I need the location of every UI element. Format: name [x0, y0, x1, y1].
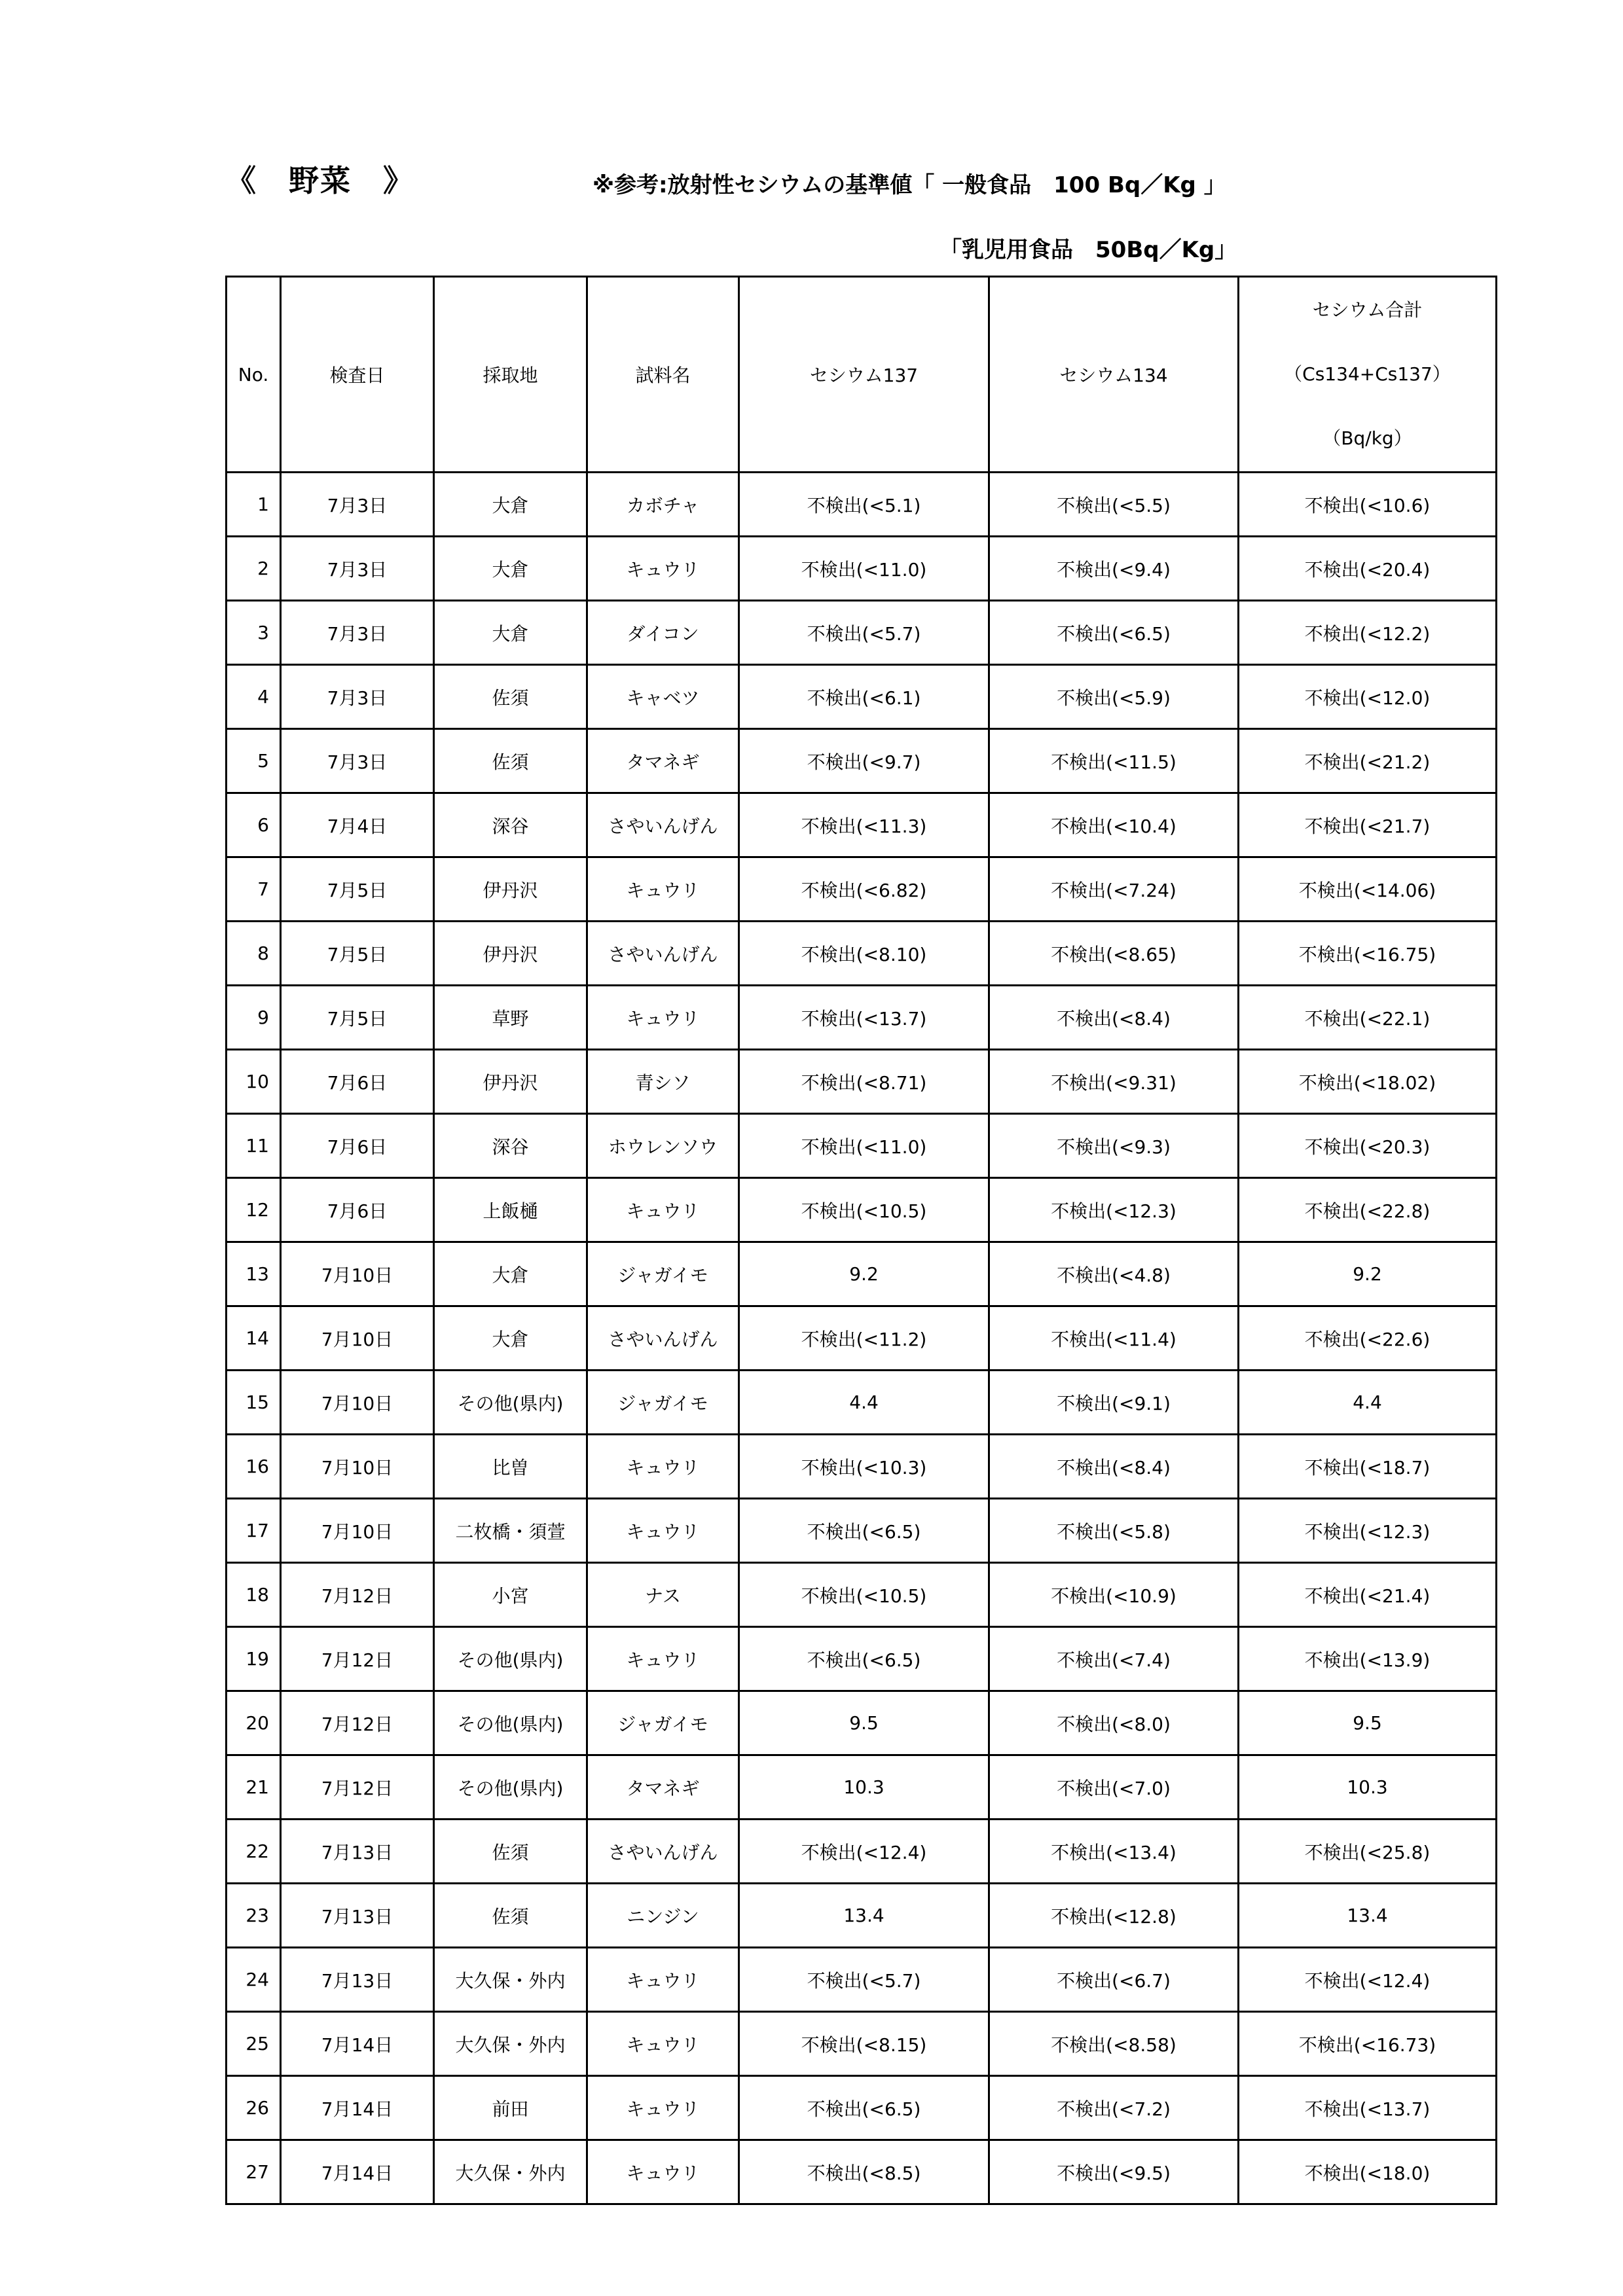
cell-sample: キュウリ [587, 2076, 739, 2140]
cell-no: 19 [227, 1627, 281, 1691]
cell-total: 不検出(<16.73) [1239, 2012, 1497, 2076]
cell-location: 伊丹沢 [434, 922, 587, 986]
results-table [225, 276, 1497, 2205]
cell-date: 7月6日 [281, 1178, 434, 1242]
cell-total: 不検出(<22.6) [1239, 1306, 1497, 1371]
table-row [227, 729, 1497, 793]
cell-cs134: 不検出(<9.4) [989, 537, 1239, 601]
cell-cs134: 不検出(<12.3) [989, 1178, 1239, 1242]
header-sample: 試料名 [587, 277, 739, 473]
cell-location: 佐須 [434, 729, 587, 793]
cell-total: 不検出(<21.2) [1239, 729, 1497, 793]
header-total-formula: （Cs134+Cs137） [1284, 363, 1451, 385]
cell-date: 7月10日 [281, 1242, 434, 1306]
cell-cs134: 不検出(<8.58) [989, 2012, 1239, 2076]
cell-sample: ニンジン [587, 1884, 739, 1948]
cell-cs137: 13.4 [739, 1884, 989, 1948]
cell-cs137: 9.5 [739, 1691, 989, 1755]
cell-date: 7月3日 [281, 601, 434, 665]
header-total-unit: （Bq/kg） [1322, 427, 1412, 449]
cell-sample: さやいんげん [587, 793, 739, 857]
cell-cs137: 不検出(<11.0) [739, 1114, 989, 1178]
cell-total: 不検出(<18.0) [1239, 2140, 1497, 2204]
cell-cs137: 不検出(<11.2) [739, 1306, 989, 1371]
cell-cs134: 不検出(<8.65) [989, 922, 1239, 986]
cell-sample: ジャガイモ [587, 1691, 739, 1755]
cell-cs137: 不検出(<10.5) [739, 1563, 989, 1627]
cell-date: 7月12日 [281, 1691, 434, 1755]
cell-no: 4 [227, 665, 281, 729]
cell-cs137: 不検出(<5.7) [739, 1948, 989, 2012]
header-cs137: セシウム137 [739, 277, 989, 473]
cell-no: 14 [227, 1306, 281, 1371]
cell-sample: ダイコン [587, 601, 739, 665]
cell-total: 不検出(<20.3) [1239, 1114, 1497, 1178]
table-row [227, 537, 1497, 601]
cell-cs137: 不検出(<6.5) [739, 1627, 989, 1691]
cell-sample: さやいんげん [587, 1306, 739, 1371]
cell-no: 20 [227, 1691, 281, 1755]
cell-no: 15 [227, 1371, 281, 1435]
cell-cs134: 不検出(<9.1) [989, 1371, 1239, 1435]
cell-cs134: 不検出(<7.0) [989, 1755, 1239, 1820]
cell-no: 6 [227, 793, 281, 857]
cell-location: 深谷 [434, 793, 587, 857]
table-row [227, 1114, 1497, 1178]
cell-date: 7月13日 [281, 1884, 434, 1948]
cell-cs134: 不検出(<13.4) [989, 1820, 1239, 1884]
cell-total: 不検出(<14.06) [1239, 857, 1497, 922]
cell-no: 1 [227, 473, 281, 537]
cell-location: 大久保・外内 [434, 2140, 587, 2204]
cell-sample: タマネギ [587, 1755, 739, 1820]
cell-location: 草野 [434, 986, 587, 1050]
cell-cs137: 不検出(<8.15) [739, 2012, 989, 2076]
cell-no: 12 [227, 1178, 281, 1242]
cell-total: 不検出(<18.7) [1239, 1435, 1497, 1499]
cell-sample: キュウリ [587, 1948, 739, 2012]
header-date: 検査日 [281, 277, 434, 473]
table-row [227, 473, 1497, 537]
cell-date: 7月10日 [281, 1371, 434, 1435]
table-row [227, 2076, 1497, 2140]
cell-date: 7月6日 [281, 1050, 434, 1114]
cell-sample: ジャガイモ [587, 1242, 739, 1306]
header-cs134: セシウム134 [989, 277, 1239, 473]
cell-date: 7月14日 [281, 2076, 434, 2140]
cell-sample: キュウリ [587, 1178, 739, 1242]
cell-sample: タマネギ [587, 729, 739, 793]
cell-date: 7月10日 [281, 1435, 434, 1499]
cell-date: 7月5日 [281, 922, 434, 986]
cell-total: 不検出(<25.8) [1239, 1820, 1497, 1884]
cell-cs137: 不検出(<10.5) [739, 1178, 989, 1242]
table-row [227, 1755, 1497, 1820]
cell-cs137: 不検出(<8.5) [739, 2140, 989, 2204]
cell-cs137: 10.3 [739, 1755, 989, 1820]
cell-total: 不検出(<21.4) [1239, 1563, 1497, 1627]
cell-no: 17 [227, 1499, 281, 1563]
cell-no: 26 [227, 2076, 281, 2140]
cell-total: 不検出(<20.4) [1239, 537, 1497, 601]
cell-cs134: 不検出(<10.4) [989, 793, 1239, 857]
cell-cs137: 4.4 [739, 1371, 989, 1435]
cell-cs137: 不検出(<5.1) [739, 473, 989, 537]
cell-cs134: 不検出(<8.0) [989, 1691, 1239, 1755]
cell-cs134: 不検出(<5.9) [989, 665, 1239, 729]
cell-cs134: 不検出(<8.4) [989, 1435, 1239, 1499]
cell-cs134: 不検出(<9.3) [989, 1114, 1239, 1178]
cell-location: 大久保・外内 [434, 1948, 587, 2012]
reference-standard-infant: 「乳児用食品 50Bq／Kg」 [939, 237, 1237, 263]
cell-date: 7月5日 [281, 857, 434, 922]
cell-cs134: 不検出(<8.4) [989, 986, 1239, 1050]
cell-total: 不検出(<13.7) [1239, 2076, 1497, 2140]
cell-no: 23 [227, 1884, 281, 1948]
cell-no: 13 [227, 1242, 281, 1306]
cell-date: 7月12日 [281, 1627, 434, 1691]
cell-sample: キュウリ [587, 1499, 739, 1563]
cell-cs137: 不検出(<6.1) [739, 665, 989, 729]
cell-date: 7月13日 [281, 1948, 434, 2012]
cell-sample: キュウリ [587, 2140, 739, 2204]
cell-location: 深谷 [434, 1114, 587, 1178]
header-total-label: セシウム合計 [1312, 299, 1423, 321]
table-row [227, 857, 1497, 922]
cell-total: 不検出(<10.6) [1239, 473, 1497, 537]
cell-sample: さやいんげん [587, 922, 739, 986]
cell-no: 21 [227, 1755, 281, 1820]
cell-date: 7月14日 [281, 2140, 434, 2204]
cell-location: 前田 [434, 2076, 587, 2140]
table-row [227, 1820, 1497, 1884]
cell-cs137: 不検出(<6.5) [739, 1499, 989, 1563]
cell-sample: キュウリ [587, 1627, 739, 1691]
cell-location: その他(県内) [434, 1755, 587, 1820]
header-location: 採取地 [434, 277, 587, 473]
cell-total: 不検出(<22.8) [1239, 1178, 1497, 1242]
cell-sample: ジャガイモ [587, 1371, 739, 1435]
cell-no: 2 [227, 537, 281, 601]
cell-location: 大倉 [434, 537, 587, 601]
cell-date: 7月5日 [281, 986, 434, 1050]
cell-cs134: 不検出(<6.5) [989, 601, 1239, 665]
cell-sample: さやいんげん [587, 1820, 739, 1884]
cell-location: 大久保・外内 [434, 2012, 587, 2076]
cell-total: 不検出(<22.1) [1239, 986, 1497, 1050]
table-row [227, 1050, 1497, 1114]
table-row [227, 1627, 1497, 1691]
table-row [227, 1563, 1497, 1627]
cell-cs134: 不検出(<4.8) [989, 1242, 1239, 1306]
table-row [227, 1691, 1497, 1755]
table-row [227, 922, 1497, 986]
cell-location: 比曽 [434, 1435, 587, 1499]
table-row [227, 1948, 1497, 2012]
cell-no: 22 [227, 1820, 281, 1884]
cell-location: 二枚橋・須萱 [434, 1499, 587, 1563]
cell-cs137: 不検出(<12.4) [739, 1820, 989, 1884]
header-total [1239, 277, 1497, 473]
cell-sample: ナス [587, 1563, 739, 1627]
cell-sample: キュウリ [587, 857, 739, 922]
cell-cs134: 不検出(<7.24) [989, 857, 1239, 922]
cell-date: 7月4日 [281, 793, 434, 857]
cell-total: 13.4 [1239, 1884, 1497, 1948]
cell-no: 25 [227, 2012, 281, 2076]
cell-date: 7月10日 [281, 1306, 434, 1371]
cell-cs134: 不検出(<12.8) [989, 1884, 1239, 1948]
cell-total: 不検出(<12.4) [1239, 1948, 1497, 2012]
cell-location: 大倉 [434, 1306, 587, 1371]
cell-sample: 青シソ [587, 1050, 739, 1114]
cell-no: 27 [227, 2140, 281, 2204]
cell-cs137: 不検出(<8.10) [739, 922, 989, 986]
cell-location: 佐須 [434, 1884, 587, 1948]
cell-date: 7月14日 [281, 2012, 434, 2076]
cell-sample: キュウリ [587, 986, 739, 1050]
table-body [227, 473, 1497, 2204]
cell-total: 不検出(<12.2) [1239, 601, 1497, 665]
cell-cs134: 不検出(<9.31) [989, 1050, 1239, 1114]
cell-location: その他(県内) [434, 1627, 587, 1691]
cell-sample: キュウリ [587, 1435, 739, 1499]
cell-sample: キュウリ [587, 537, 739, 601]
cell-cs134: 不検出(<7.4) [989, 1627, 1239, 1691]
cell-cs134: 不検出(<10.9) [989, 1563, 1239, 1627]
cell-total: 10.3 [1239, 1755, 1497, 1820]
cell-date: 7月6日 [281, 1114, 434, 1178]
cell-sample: キャベツ [587, 665, 739, 729]
cell-no: 3 [227, 601, 281, 665]
cell-cs137: 不検出(<9.7) [739, 729, 989, 793]
table-row [227, 793, 1497, 857]
table-row [227, 2140, 1497, 2204]
cell-cs137: 9.2 [739, 1242, 989, 1306]
table-row [227, 665, 1497, 729]
table-row [227, 1242, 1497, 1306]
cell-no: 24 [227, 1948, 281, 2012]
cell-date: 7月10日 [281, 1499, 434, 1563]
cell-cs134: 不検出(<11.4) [989, 1306, 1239, 1371]
cell-total: 不検出(<12.0) [1239, 665, 1497, 729]
cell-no: 18 [227, 1563, 281, 1627]
reference-standard-general: ※参考:放射性セシウムの基準値「 一般食品 100 Bq／Kg 」 [593, 172, 1226, 198]
cell-total: 不検出(<16.75) [1239, 922, 1497, 986]
cell-location: 大倉 [434, 473, 587, 537]
table-row [227, 2012, 1497, 2076]
table-row [227, 1435, 1497, 1499]
cell-no: 16 [227, 1435, 281, 1499]
cell-date: 7月3日 [281, 665, 434, 729]
cell-no: 11 [227, 1114, 281, 1178]
cell-no: 10 [227, 1050, 281, 1114]
cell-no: 9 [227, 986, 281, 1050]
cell-location: 伊丹沢 [434, 857, 587, 922]
cell-total: 9.2 [1239, 1242, 1497, 1306]
cell-location: 大倉 [434, 601, 587, 665]
cell-date: 7月3日 [281, 537, 434, 601]
header-no: No. [227, 277, 281, 473]
table-row [227, 1884, 1497, 1948]
cell-sample: カボチャ [587, 473, 739, 537]
cell-cs137: 不検出(<13.7) [739, 986, 989, 1050]
page-title: 《 野菜 》 [226, 163, 414, 198]
cell-cs137: 不検出(<11.0) [739, 537, 989, 601]
cell-date: 7月12日 [281, 1755, 434, 1820]
cell-location: 佐須 [434, 1820, 587, 1884]
cell-date: 7月13日 [281, 1820, 434, 1884]
cell-cs134: 不検出(<5.8) [989, 1499, 1239, 1563]
cell-no: 8 [227, 922, 281, 986]
cell-cs137: 不検出(<6.82) [739, 857, 989, 922]
cell-sample: ホウレンソウ [587, 1114, 739, 1178]
cell-cs137: 不検出(<5.7) [739, 601, 989, 665]
cell-location: 伊丹沢 [434, 1050, 587, 1114]
cell-location: 小宮 [434, 1563, 587, 1627]
cell-no: 5 [227, 729, 281, 793]
table-row [227, 1499, 1497, 1563]
cell-cs134: 不検出(<11.5) [989, 729, 1239, 793]
cell-sample: キュウリ [587, 2012, 739, 2076]
cell-location: その他(県内) [434, 1371, 587, 1435]
cell-location: 大倉 [434, 1242, 587, 1306]
cell-date: 7月3日 [281, 473, 434, 537]
cell-cs134: 不検出(<5.5) [989, 473, 1239, 537]
cell-cs134: 不検出(<6.7) [989, 1948, 1239, 2012]
table-row [227, 601, 1497, 665]
cell-total: 4.4 [1239, 1371, 1497, 1435]
cell-location: 佐須 [434, 665, 587, 729]
cell-cs137: 不検出(<10.3) [739, 1435, 989, 1499]
cell-cs134: 不検出(<7.2) [989, 2076, 1239, 2140]
cell-cs134: 不検出(<9.5) [989, 2140, 1239, 2204]
cell-cs137: 不検出(<11.3) [739, 793, 989, 857]
cell-total: 不検出(<13.9) [1239, 1627, 1497, 1691]
cell-date: 7月3日 [281, 729, 434, 793]
cell-total: 不検出(<21.7) [1239, 793, 1497, 857]
table-row [227, 1178, 1497, 1242]
cell-location: 上飯樋 [434, 1178, 587, 1242]
cell-cs137: 不検出(<6.5) [739, 2076, 989, 2140]
cell-location: その他(県内) [434, 1691, 587, 1755]
cell-total: 不検出(<12.3) [1239, 1499, 1497, 1563]
table-row [227, 1306, 1497, 1371]
cell-no: 7 [227, 857, 281, 922]
cell-date: 7月12日 [281, 1563, 434, 1627]
cell-cs137: 不検出(<8.71) [739, 1050, 989, 1114]
cell-total: 9.5 [1239, 1691, 1497, 1755]
cell-total: 不検出(<18.02) [1239, 1050, 1497, 1114]
table-row [227, 1371, 1497, 1435]
table-header-row [227, 277, 1497, 473]
table-row [227, 986, 1497, 1050]
